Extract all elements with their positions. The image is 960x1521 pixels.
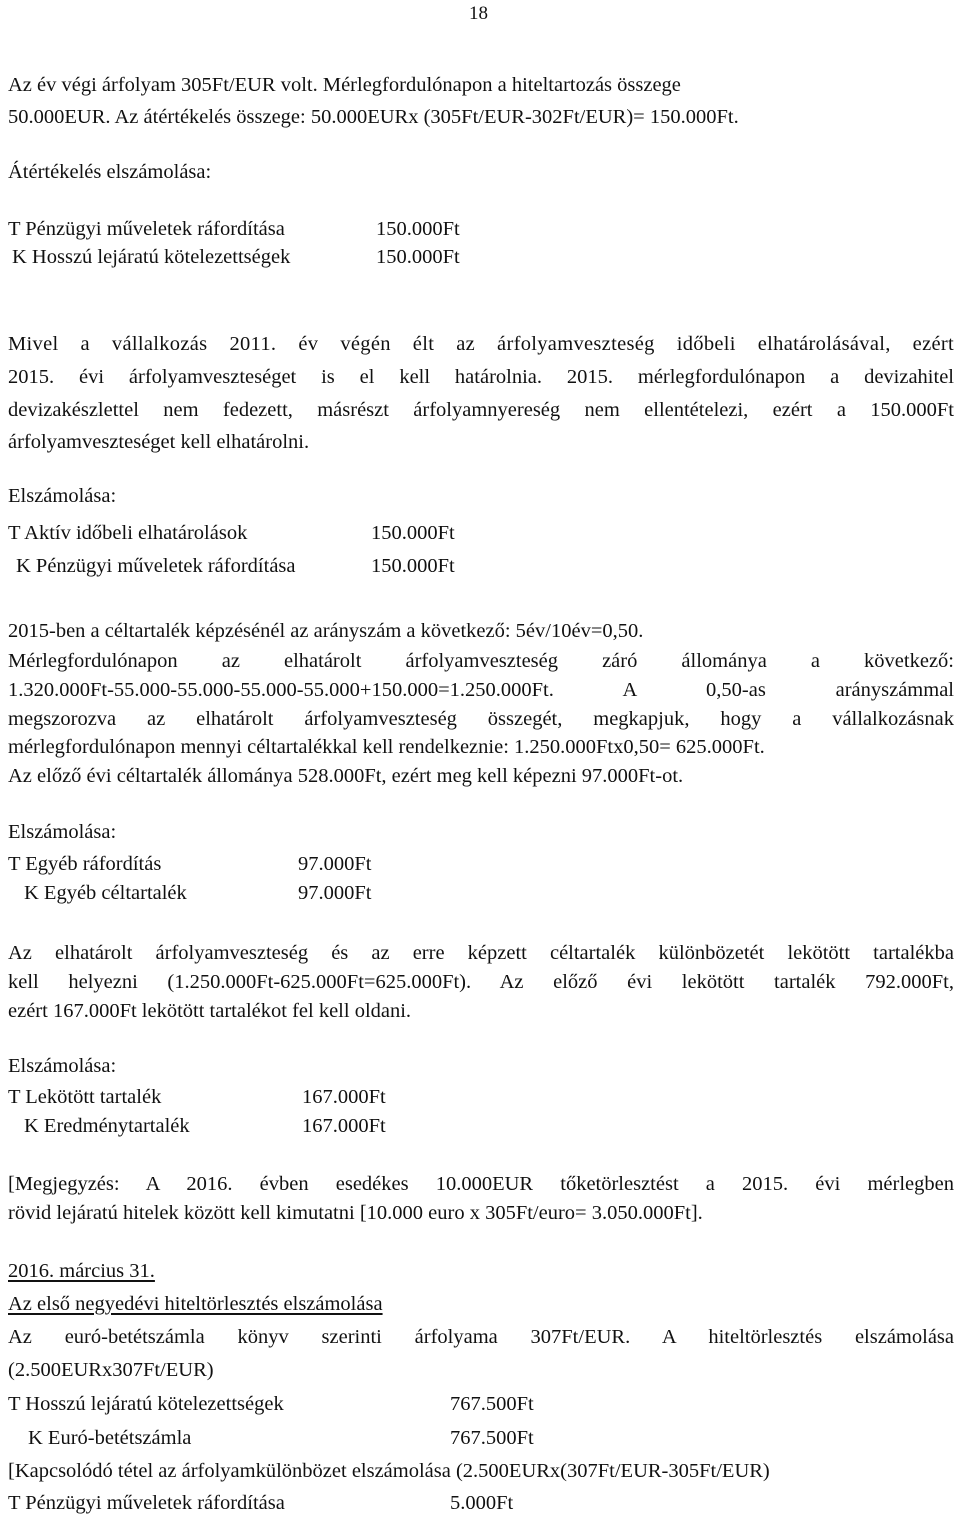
debit-amount: 97.000Ft [298, 853, 372, 875]
page-number: 18 [469, 3, 488, 24]
text-line: mérlegfordulónapon mennyi céltartalékkal kell rendelkeznie: 1.250.000Ftx0,50= 625.000Ft. [8, 736, 765, 758]
debit-amount: 767.500Ft [450, 1393, 534, 1415]
text-line: Az előző évi céltartalék állománya 528.000Ft, ezért meg kell képezni 97.000Ft-ot. [8, 765, 684, 787]
text-line: Mivel a vállalkozás 2011. év végén élt az árfolyamveszteség időbeli elhatárolásával, ezért [8, 333, 954, 355]
text-line: árfolyamveszteséget kell elhatárolni. [8, 431, 310, 453]
credit-amount: 167.000Ft [302, 1115, 386, 1137]
debit-amount: 5.000Ft [450, 1492, 514, 1514]
text-line: 50.000EUR. Az átértékelés összege: 50.000EURx (305Ft/EUR-302Ft/EUR)= 150.000Ft. [8, 106, 739, 128]
text-line: megszorozva az elhatárolt árfolyamveszteség összegét, megkapjuk, hogy a vállalkozásnak [8, 708, 954, 730]
note-line: rövid lejáratú hitelek között kell kimutatni [10.000 euro x 305Ft/euro= 3.050.000Ft]. [8, 1202, 703, 1224]
text-line: 2015. évi árfolyamveszteséget is el kell határolnia. 2015. mérlegfordulónapon a devizahitel [8, 366, 954, 388]
text-line: (2.500EURx307Ft/EUR) [8, 1359, 214, 1381]
debit-label: T Hosszú lejáratú kötelezettségek [8, 1393, 284, 1415]
debit-label: T Lekötött tartalék [8, 1086, 162, 1108]
credit-amount: 150.000Ft [371, 555, 455, 577]
text-line: [Kapcsolódó tétel az árfolyamkülönbözet elszámolása (2.500EURx(307Ft/EUR-305Ft/EUR) [8, 1460, 770, 1482]
debit-amount: 150.000Ft [376, 218, 460, 240]
text-line: ezért 167.000Ft lekötött tartalékot fel kell oldani. [8, 1000, 412, 1022]
section-heading: Elszámolása: [8, 1055, 117, 1077]
section-heading: Elszámolása: [8, 485, 117, 507]
debit-amount: 167.000Ft [302, 1086, 386, 1108]
credit-label: K Eredménytartalék [24, 1115, 190, 1137]
credit-amount: 767.500Ft [450, 1427, 534, 1449]
credit-label: K Egyéb céltartalék [24, 882, 187, 904]
credit-amount: 97.000Ft [298, 882, 372, 904]
credit-label: K Euró-betétszámla [28, 1427, 192, 1449]
text-line: Az elhatárolt árfolyamveszteség és az erre képzett céltartalék különbözetét lekötött tartalékba [8, 942, 954, 964]
text-line: kell helyezni (1.250.000Ft-625.000Ft=625.000Ft). Az előző évi lekötött tartalék 792.000Ft, [8, 971, 954, 993]
debit-label: T Pénzügyi műveletek ráfordítása [8, 1492, 285, 1514]
text-line: Az euró-betétszámla könyv szerinti árfolyama 307Ft/EUR. A hiteltörlesztés elszámolása [8, 1326, 954, 1348]
credit-label: K Pénzügyi műveletek ráfordítása [16, 555, 296, 577]
section-heading: Átértékelés elszámolása: [8, 161, 212, 183]
debit-amount: 150.000Ft [371, 522, 455, 544]
credit-amount: 150.000Ft [376, 246, 460, 268]
text-line: Az év végi árfolyam 305Ft/EUR volt. Mérlegfordulónapon a hiteltartozás összege [8, 74, 681, 96]
credit-label: K Hosszú lejáratú kötelezettségek [12, 246, 291, 268]
text-line: Mérlegfordulónapon az elhatárolt árfolyamveszteség záró állománya a következő: [8, 650, 954, 672]
subsection-heading: Az első negyedévi hiteltörlesztés elszámolása [8, 1293, 383, 1315]
text-line: devizakészlettel nem fedezett, másrészt árfolyamnyereség nem ellentételezi, ezért a 150.000Ft [8, 399, 954, 421]
section-heading: Elszámolása: [8, 821, 117, 843]
date-heading: 2016. március 31. [8, 1260, 155, 1282]
debit-label: T Egyéb ráfordítás [8, 853, 162, 875]
text-line: 2015-ben a céltartalék képzésénél az arányszám a következő: 5év/10év=0,50. [8, 620, 644, 642]
note-line: [Megjegyzés: A 2016. évben esedékes 10.000EUR tőketörlesztést a 2015. évi mérlegben [8, 1173, 954, 1195]
debit-label: T Aktív időbeli elhatárolások [8, 522, 248, 544]
text-line: 1.320.000Ft-55.000-55.000-55.000-55.000+150.000=1.250.000Ft. A 0,50-as arányszámmal [8, 679, 954, 701]
debit-label: T Pénzügyi műveletek ráfordítása [8, 218, 285, 240]
